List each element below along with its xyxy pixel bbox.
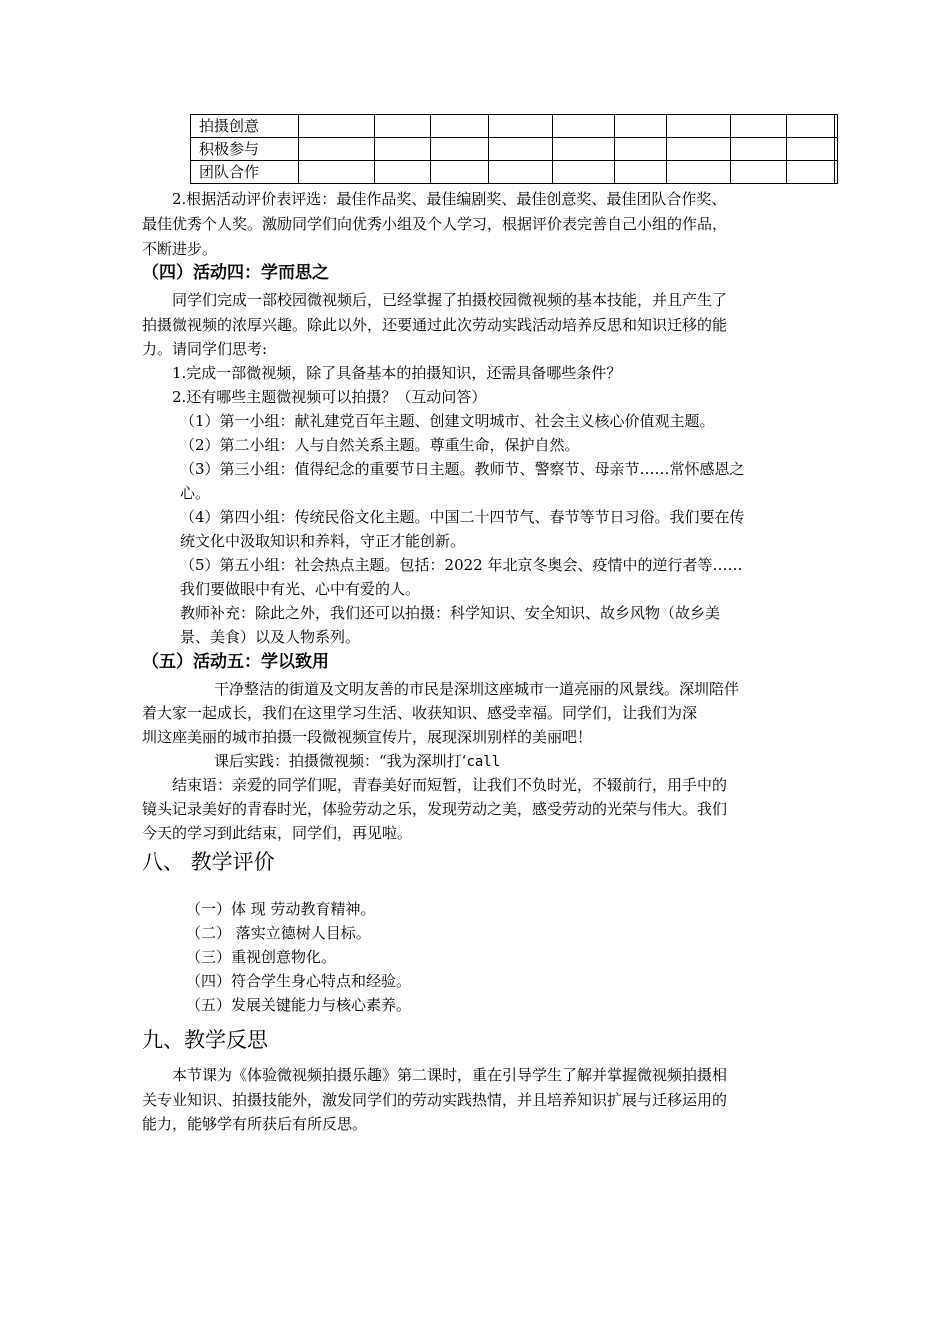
paragraph-line: 着大家一起成长，我们在这里学习生活、收获知识、感受幸福。同学们，让我们为深 bbox=[142, 704, 698, 722]
award-text-line: 不断进步。 bbox=[142, 240, 218, 258]
evaluation-item: （五）发展关键能力与核心素养。 bbox=[186, 996, 412, 1014]
evaluation-item: （三）重视创意物化。 bbox=[186, 948, 337, 966]
paragraph-line: 圳这座美丽的城市拍摄一段微视频宣传片，展现深圳别样的美丽吧！ bbox=[142, 728, 593, 746]
table-row bbox=[191, 161, 838, 184]
table-row-label: 积极参与 bbox=[191, 138, 299, 161]
group-answer: 统文化中汲取知识和养料，守正才能创新。 bbox=[180, 532, 466, 550]
section9-heading: 九、教学反思 bbox=[142, 1028, 268, 1052]
homework-line bbox=[214, 749, 500, 774]
section8-heading: 八、 教学评价 bbox=[142, 850, 275, 874]
group-answer: （5）第五小组：社会热点主题。包括：2022 年北京冬奥会、疫情中的逆行者等…… bbox=[180, 556, 743, 574]
evaluation-item: （四）符合学生身心特点和经验。 bbox=[186, 972, 412, 990]
activity4-heading: （四）活动四：学而思之 bbox=[142, 263, 329, 283]
group-answer: （2）第二小组：人与自然关系主题。尊重生命，保护自然。 bbox=[180, 436, 580, 454]
paragraph-line: 能力，能够学有所获后有所反思。 bbox=[142, 1115, 368, 1133]
table-row-label: 拍摄创意 bbox=[191, 115, 299, 138]
evaluation-item: （一）体 现 劳动教育精神。 bbox=[186, 900, 376, 918]
activity5-heading: （五）活动五：学以致用 bbox=[142, 652, 329, 672]
closing-line: 镜头记录美好的青春时光，体验劳动之乐，发现劳动之美，感受劳动的光荣与伟大。我们 bbox=[142, 800, 728, 818]
paragraph-line: 本节课为《体验微视频拍摄乐趣》第二课时，重在引导学生了解并掌握微视频拍摄相 bbox=[172, 1066, 728, 1084]
table-row bbox=[191, 138, 838, 161]
homework-call: call bbox=[466, 754, 501, 770]
question-line: 1.完成一部微视频，除了具备基本的拍摄知识，还需具备哪些条件？ bbox=[172, 364, 622, 382]
question-line: 2.还有哪些主题微视频可以拍摄？（互动问答） bbox=[172, 388, 487, 406]
closing-line: 今天的学习到此结束，同学们，再见啦。 bbox=[142, 824, 413, 842]
evaluation-table bbox=[190, 114, 838, 184]
teacher-note: 教师补充：除此之外，我们还可以拍摄：科学知识、安全知识、故乡风物（故乡美 bbox=[180, 604, 721, 622]
award-text-line: 2.根据活动评价表评选：最佳作品奖、最佳编剧奖、最佳创意奖、最佳团队合作奖、 bbox=[172, 190, 727, 208]
homework-text: 课后实践：拍摄微视频：“我为深圳打‘ bbox=[214, 752, 467, 770]
group-answer: 心。 bbox=[180, 484, 211, 502]
teacher-note: 景、美食）以及人物系列。 bbox=[180, 628, 361, 646]
group-answer: （3）第三小组：值得纪念的重要节日主题。教师节、警察节、母亲节……常怀感恩之 bbox=[180, 460, 745, 478]
paragraph-line: 关专业知识、拍摄技能外，激发同学们的劳动实践热情，并且培养知识扩展与迁移运用的 bbox=[142, 1091, 728, 1109]
award-text-line: 最佳优秀个人奖。激励同学们向优秀小组及个人学习，根据评价表完善自己小组的作品， bbox=[142, 215, 728, 233]
group-answer: （1）第一小组：献礼建党百年主题、创建文明城市、社会主义核心价值观主题。 bbox=[180, 412, 715, 430]
table-row-label: 团队合作 bbox=[191, 161, 299, 184]
table-row bbox=[191, 115, 838, 138]
paragraph-line: 干净整洁的街道及文明友善的市民是深圳这座城市一道亮丽的风景线。深圳陪伴 bbox=[214, 680, 740, 698]
group-answer: （4）第四小组：传统民俗文化主题。中国二十四节气、春节等节日习俗。我们要在传 bbox=[180, 508, 745, 526]
paragraph-line: 拍摄微视频的浓厚兴趣。除此以外，还要通过此次劳动实践活动培养反思和知识迁移的能 bbox=[142, 316, 728, 334]
paragraph-line: 同学们完成一部校园微视频后，已经掌握了拍摄校园微视频的基本技能，并且产生了 bbox=[172, 291, 728, 309]
evaluation-item: （二） 落实立德树人目标。 bbox=[186, 924, 371, 942]
group-answer: 我们要做眼中有光、心中有爱的人。 bbox=[180, 580, 421, 598]
closing-line: 结束语：亲爱的同学们呢，青春美好而短暂，让我们不负时光，不辍前行，用手中的 bbox=[172, 776, 728, 794]
paragraph-line: 力。请同学们思考: bbox=[142, 340, 268, 358]
